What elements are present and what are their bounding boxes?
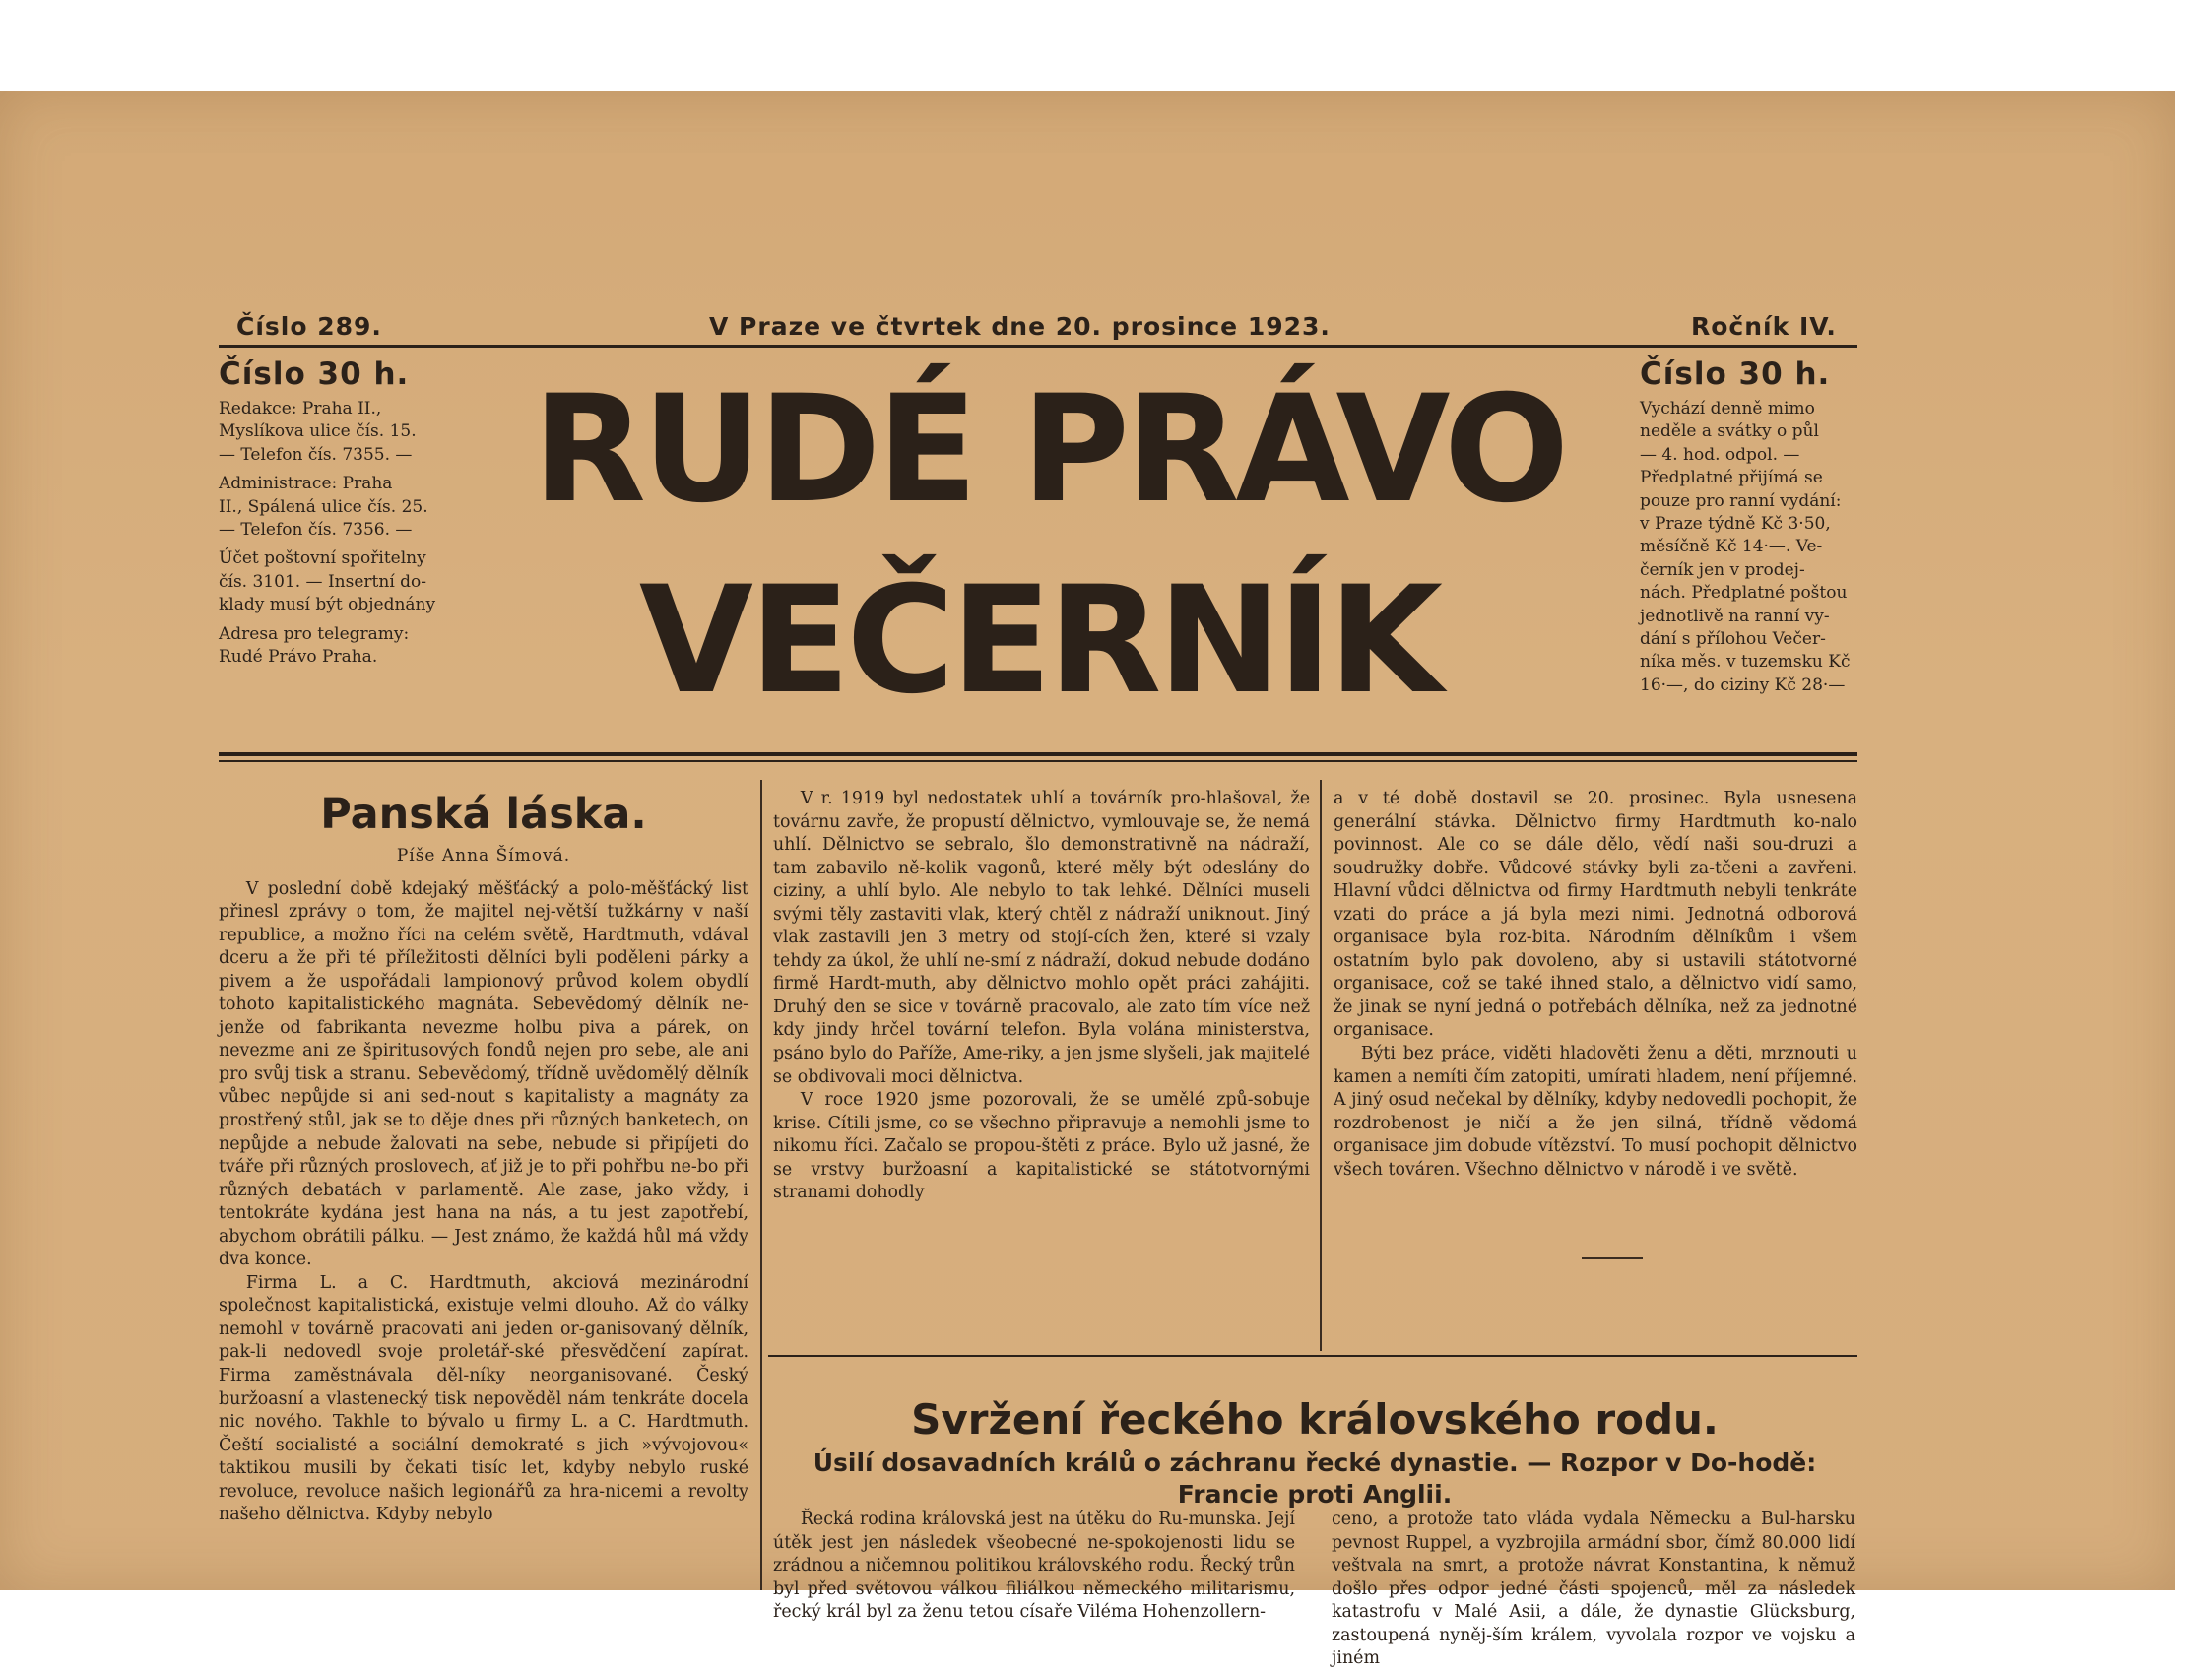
masthead-title-line2: VEČERNÍK xyxy=(638,555,1440,727)
masthead-rule-top xyxy=(219,752,1857,756)
newspaper-page xyxy=(0,91,2175,1669)
article-paragraph: ceno, a protože tato vláda vydala Německu a Bul-harsku pevnost Ruppel, a vyzbrojila armádní sbor, čímž 80.000 lidí veštvala na smrt, a protože návrat Konstantina, k němuž došlo přes odpor jedné části spojenců, měl za následek katastrofu v Malé Asii, a dále, že dynastie Glücksburg, zastoupená nyněj-ším králem, vyvolala rozpor ve vojsku a jiném xyxy=(1332,1510,1855,1669)
column-divider xyxy=(760,780,762,1590)
right-info-box xyxy=(1640,354,1856,697)
masthead-rule-bottom xyxy=(219,760,1857,762)
right-line: nách. Předplatné poštou xyxy=(1640,583,1848,604)
left-line: — Telefon čís. 7355. — xyxy=(219,444,413,465)
right-line: níka měs. v tuzemsku Kč xyxy=(1640,652,1851,673)
right-line: neděle a svátky o půl xyxy=(1640,421,1819,442)
right-line: dání s přílohou Večer- xyxy=(1640,629,1826,650)
column-divider xyxy=(1320,780,1322,1351)
article-continuation-right xyxy=(1334,788,1857,1260)
article-continuation-middle xyxy=(773,788,1310,1349)
right-line: Předplatné přijímá se xyxy=(1640,468,1823,488)
right-line: v Praze týdně Kč 3·50, xyxy=(1640,514,1831,535)
left-line: Adresa pro telegramy: xyxy=(219,623,410,644)
right-price: Číslo 30 h. xyxy=(1640,356,1831,392)
left-line: Rudé Právo Praha. xyxy=(219,647,378,668)
dateline: V Praze ve čtvrtek dne 20. prosince 1923. xyxy=(709,312,1331,341)
issue-number: Číslo 289. xyxy=(236,312,382,341)
article-paragraph: Firma L. a C. Hardtmuth, akciová mezinárodní společnost kapitalistická, existuje velmi dlouho. Až do války nemohl v továrně pracovati ani jeden or-ganisovaný dělník, pak-li nedovedl svoje proletář-ské přesvědčení zapírat. Firma zaměstnávala děl-níky neorganisované. Český buržoasní a vlastenecký tisk nepověděl nám tenkráte docela nic nového. Takhle to bývalo u firmy L. a C. Hardtmuth. Čeští socialisté a sociální demokraté s jich »vývojovou« taktikou musili by čekati tisíc let, kdyby nebylo ruské revoluce, revoluce našich legionářů za hra-nicemi a revolty našeho dělnictva. Kdyby nebylo xyxy=(219,1272,748,1525)
article2-subheadline: Úsilí dosavadních králů o záchranu řecké dynastie. — Rozpor v Do-hodě: Francie proti Anglii. xyxy=(813,1448,1817,1509)
volume-number: Ročník IV. xyxy=(1691,312,1837,341)
article-byline: Píše Anna Šímová. xyxy=(396,846,571,866)
article-panska-laska xyxy=(219,780,748,1590)
left-line: čís. 3101. — Insertní do- xyxy=(219,571,427,592)
right-line: — 4. hod. odpol. — xyxy=(1640,444,1800,465)
article-paragraph: V poslední době kdejaký měšťácký a polo-měšťácký list přinesl zprávy o tom, že majitel nej-větší tužkárny v naší republice, a možno říci na celém světě, Hardtmuth, vdával dceru a že při té příležitosti dělníci byli poděleni párky a pivem a že uspořádali lampionový průvod kolem obydlí tohoto kapitalistického magnáta. Sebevědomý dělník ne-jenže od fabrikanta nevezme holbu piva a párek, on nevezme ani ze špiritusových fondů nejen pro sebe, ale ani pro svůj tisk a stranu. Sebevědomý, třídně uvědomělý dělník vůbec nepůjde si ani sed-nout s kapitalisty a magnáty za prostřený stůl, jak se to děje dnes při různých banketech, on nepůjde a nebude žalovati na sebe, nebude si připíjeti do tváře při různých proslovech, ať již je to při pohřbu ne-bo při různých debatách v parlamentě. Ale zase, jako vždy, i tentokráte kydána jest hana na nás, a tu jest zapotřebí, abychom obrátili pálku. — Jest známo, že každá hůl má vždy dva konce. xyxy=(219,878,748,1270)
left-info-box xyxy=(219,354,455,669)
left-line: Účet poštovní spořitelny xyxy=(219,548,426,569)
article2-column-2 xyxy=(1332,1509,1855,1669)
left-line: Redakce: Praha II., xyxy=(219,399,382,418)
article2-column-1 xyxy=(773,1509,1295,1623)
article-separator xyxy=(768,1355,1857,1357)
right-line: měsíčně Kč 14·—. Ve- xyxy=(1640,537,1823,557)
header-rule xyxy=(219,345,1857,348)
right-line: jednotlivě na ranní vy- xyxy=(1640,606,1830,626)
article-headline: Panská láska. xyxy=(320,790,647,839)
left-price: Číslo 30 h. xyxy=(219,356,410,392)
right-line: 16·—, do ciziny Kč 28·— xyxy=(1640,675,1846,695)
article2-headline: Svržení řeckého královského rodu. xyxy=(911,1395,1719,1444)
article-greek-royal-family xyxy=(773,1392,1856,1510)
right-line: Vychází denně mimo xyxy=(1640,399,1815,418)
left-line: — Telefon čís. 7356. — xyxy=(219,520,413,541)
right-line: černík jen v prodej- xyxy=(1640,559,1805,580)
left-line: Administrace: Praha xyxy=(219,474,393,494)
article-paragraph: Řecká rodina královská jest na útěku do Ru-munska. Její útěk jest jen následek všeobecné ne-spokojenosti lidu se zrádnou a ničemnou politikou královského rodu. Řecký trůn byl před světovou válkou filiálkou německého militarismu, řecký král byl za ženu tetou císaře Viléma Hohenzollern- xyxy=(773,1510,1295,1623)
article-paragraph: V roce 1920 jsme pozorovali, že se umělé způ-sobuje krise. Cítili jsme, co se všechno připravuje a nemohli jsme to nikomu říci. Začalo se propou-štěti z práce. Bylo už jasné, že se vrstvy buržoasní a kapitalistické se státotvornými stranami dohodly xyxy=(773,1090,1310,1203)
left-line: II., Spálená ulice čís. 25. xyxy=(219,496,428,517)
right-line: pouze pro ranní vydání: xyxy=(1640,490,1842,511)
end-of-article-mark xyxy=(1582,1257,1643,1259)
article-paragraph: a v té době dostavil se 20. prosinec. Byla usnesena generální stávka. Dělnictvo firmy Hardtmuth ko-nalo povinnost. Ale co se dále dělo, vědí naši sou-druzi a soudružky dobře. Vůdcové stávky byli za-tčeni a zavřeni. Hlavní vůdci dělnictva od firmy Hardtmuth nebyli tenkráte vzati do práce a já byla mezi nimi. Jednotná odborová organisace byla roz-bita. Národním dělníkům i všem ostatním bylo pak dovoleno, aby si ustavili státotvorné organisace, což se také ihned stalo, a dělnictvo vidí samo, že jinak se nyní jedná o potřebách dělníka, než za jednotné organisace. xyxy=(1334,789,1857,1041)
masthead-title-line1: RUDÉ PRÁVO xyxy=(532,364,1566,536)
article-paragraph: Býti bez práce, viděti hladověti ženu a děti, mrznouti u kamen a nemíti čím zatopiti, umírati hladem, není příjemné. A jiný osud nečekal by dělníky, kdyby nedovedli pochopit, že rozdrobenost je ničí a že jen silná, třídně vědomá organisace jim dobude vítězství. To musí pochopit dělnictvo všech továren. Všechno dělnictvo v národě i ve světě. xyxy=(1334,1044,1857,1180)
left-line: Myslíkova ulice čís. 15. xyxy=(219,421,417,442)
left-line: klady musí být objednány xyxy=(219,595,436,615)
article-paragraph: V r. 1919 byl nedostatek uhlí a továrník pro-hlašoval, že továrnu zavře, že propustí dělnictvo, vymlouvaje se, že nemá uhlí. Dělnictvo se sebralo, šlo demonstrativně na nádraží, tam zabavilo ně-kolik vagonů, které měly být odeslány do ciziny, a uhlí bylo. Ale nebylo to tak lehké. Dělníci museli svými těly zastaviti vlak, který chtěl z nádraží uniknout. Jiný vlak zastavili jen 3 metry od stojí-cích žen, které si vzaly tehdy za úkol, že uhlí ne-smí z nádraží, dokud nebude dodáno firmě Hardt-muth, aby dělnictvo mohlo opět práci zahájiti. Druhý den se sice v továrně pracovalo, ale zato tím více než kdy jindy hrčel tovární telefon. Byla volána ministerstva, psáno bylo do Paříže, Ame-riky, a jen jsme slyšeli, jak majitelé se obdivovali moci dělnictva. xyxy=(773,789,1310,1087)
